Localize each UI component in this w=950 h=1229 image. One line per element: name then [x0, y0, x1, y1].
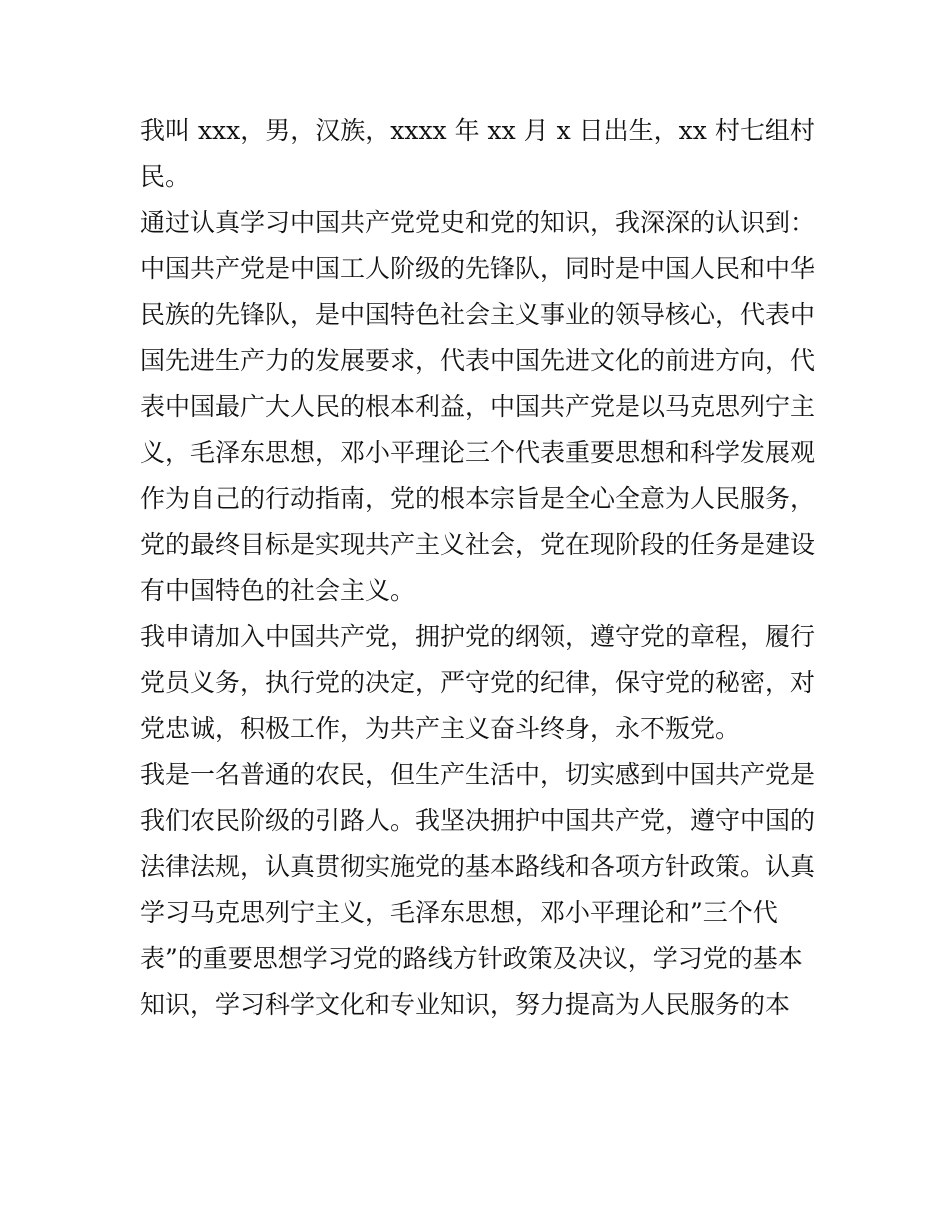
text-line: 学习马克思列宁主义，毛泽东思想，邓小平理论和”三个代 — [140, 898, 778, 927]
text-line: 法律法规，认真贯彻实施党的基本路线和各项方针政策。认真 — [140, 852, 816, 881]
text-line: 党员义务，执行党的决定，严守党的纪律，保守党的秘密，对 — [140, 668, 816, 697]
text-line: 有中国特色的社会主义。 — [140, 576, 416, 605]
text-line: 民族的先锋队，是中国特色社会主义事业的领导核心，代表中 — [140, 300, 816, 329]
text-line: 通过认真学习中国共产党党史和党的知识，我深深的认识到： — [140, 208, 816, 237]
text-line: 党忠诚，积极工作，为共产主义奋斗终身，永不叛党。 — [140, 714, 741, 743]
text-line: 作为自己的行动指南，党的根本宗旨是全心全意为人民服务， — [140, 484, 816, 513]
text-line: 我们农民阶级的引路人。我坚决拥护中国共产党，遵守中国的 — [140, 806, 816, 835]
text-line: 我叫 xxx，男，汉族，xxxx 年 xx 月 x 日出生，xx 村七组村 — [140, 116, 815, 145]
text-line: 表”的重要思想学习党的路线方针政策及决议，学习党的基本 — [140, 944, 803, 973]
text-line: 义，毛泽东思想，邓小平理论三个代表重要思想和科学发展观 — [140, 438, 816, 467]
text-line: 表中国最广大人民的根本利益，中国共产党是以马克思列宁主 — [140, 392, 816, 421]
text-line: 我申请加入中国共产党，拥护党的纲领，遵守党的章程，履行 — [140, 622, 816, 651]
text-line: 知识，学习科学文化和专业知识，努力提高为人民服务的本 — [140, 990, 791, 1019]
text-line: 民。 — [140, 162, 191, 191]
text-line: 中国共产党是中国工人阶级的先锋队，同时是中国人民和中华 — [140, 254, 816, 283]
text-line: 党的最终目标是实现共产主义社会，党在现阶段的任务是建设 — [140, 530, 816, 559]
text-line: 我是一名普通的农民，但生产生活中，切实感到中国共产党是 — [140, 760, 816, 789]
document-body — [140, 108, 820, 1028]
text-line: 国先进生产力的发展要求，代表中国先进文化的前进方向，代 — [140, 346, 816, 375]
